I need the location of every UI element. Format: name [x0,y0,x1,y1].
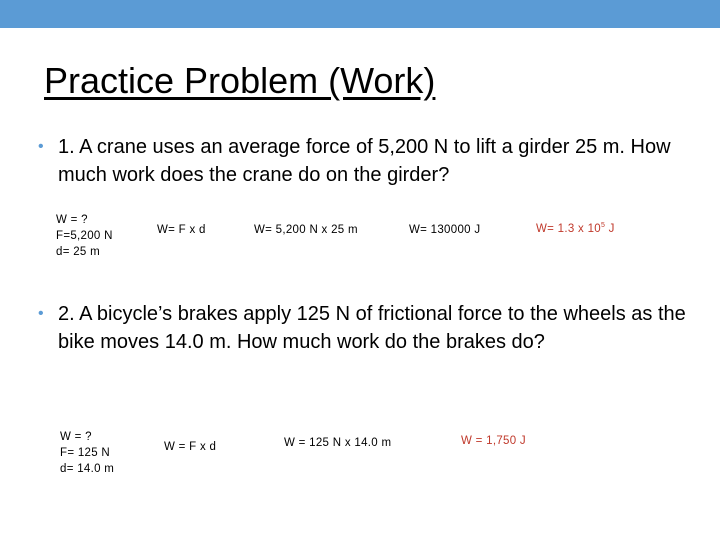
problem-1-question: 1. A crane uses an average force of 5,200 N to lift a girder 25 m. How much work does the crane do on the girder? [58,136,671,186]
problem-1-substitution: W= 5,200 N x 25 m [254,224,358,236]
problem-2-formula: W = F x d [164,441,217,453]
problem-2-bullet [38,300,688,356]
problem-2-question: 2. A bicycle’s brakes apply 125 N of frictional force to the wheels as the bike moves 14.0 m. How much work do the brakes do? [58,303,686,353]
given-work: W = ? [60,431,92,443]
problem-1-formula: W= F x d [157,224,206,236]
given-distance: d= 14.0 m [60,463,115,475]
problem-2-answer: W = 1,750 J [461,435,526,447]
given-work: W = ? [56,214,88,226]
given-force: F= 125 N [60,447,111,459]
problem-1-given [56,212,113,260]
given-distance: d= 25 m [56,246,100,258]
problem-2-substitution: W = 125 N x 14.0 m [284,437,392,449]
answer-exponent: 5 [600,222,606,229]
problem-1-bullet [38,133,688,189]
problem-1-result: W= 130000 J [409,224,481,236]
bullet-icon: • [38,138,44,155]
problem-2-given [60,429,114,477]
bullet-icon: • [38,305,44,322]
answer-unit: J [605,223,615,235]
slide-title: Practice Problem (Work) [44,60,436,101]
answer-base: W= 1.3 x 10 [536,223,601,235]
given-force: F=5,200 N [56,230,113,242]
top-accent-bar [0,0,720,28]
problem-1-answer [536,218,615,237]
